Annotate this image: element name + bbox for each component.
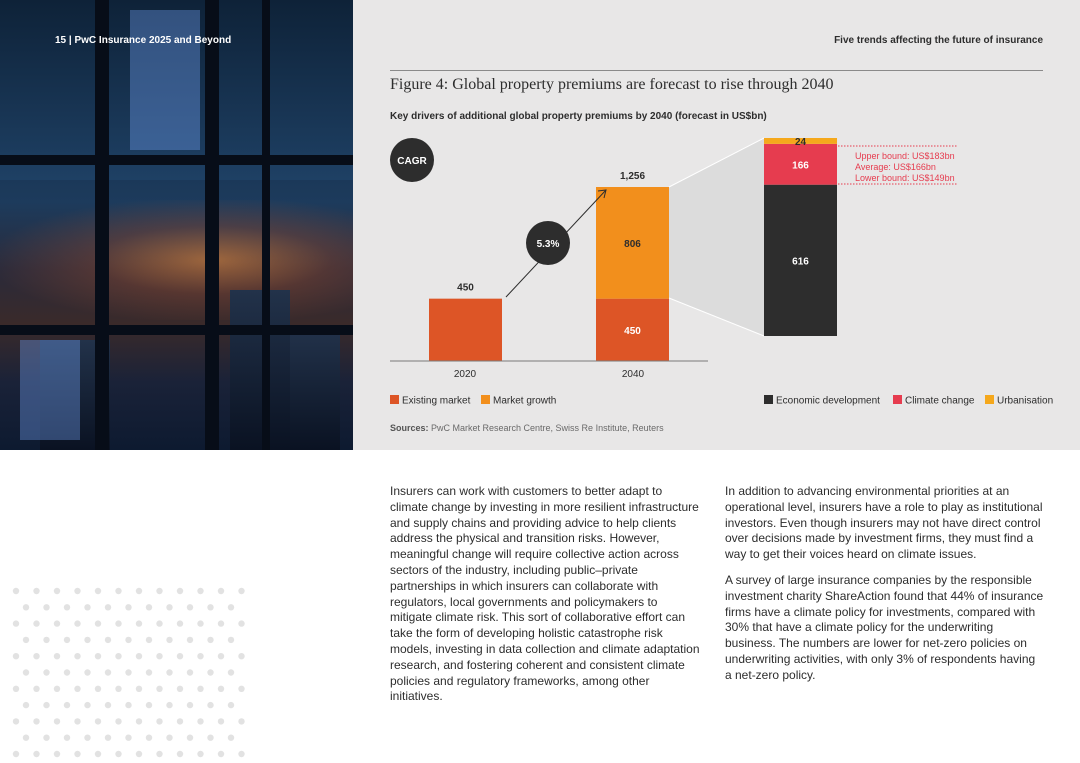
decorative-dot (115, 686, 121, 692)
decorative-dot (177, 653, 183, 659)
decorative-dot (84, 604, 90, 610)
decorative-dot (54, 751, 60, 757)
segment-label-growth: 806 (624, 238, 641, 250)
decorative-dot (197, 620, 203, 626)
decorative-dot (197, 718, 203, 724)
bar-2020-existing (429, 299, 502, 361)
decorative-dot (84, 702, 90, 708)
decorative-dot (33, 653, 39, 659)
sources-label: Sources: (390, 423, 429, 433)
decorative-dot (228, 637, 234, 643)
decorative-dot (197, 588, 203, 594)
decorative-dot (95, 686, 101, 692)
decorative-dot (74, 588, 80, 594)
decorative-dot (228, 735, 234, 741)
decorative-dot (146, 669, 152, 675)
decorative-dot (166, 637, 172, 643)
decorative-dot (115, 588, 121, 594)
decorative-dot (13, 686, 19, 692)
decorative-dot (23, 637, 29, 643)
decorative-dot (105, 702, 111, 708)
decorative-dot (64, 702, 70, 708)
body-column-left (390, 484, 700, 715)
decorative-dot (238, 588, 244, 594)
decorative-dot (197, 751, 203, 757)
decorative-dot (64, 735, 70, 741)
decorative-dot (238, 686, 244, 692)
decorative-dot (64, 604, 70, 610)
legend-label-existing: Existing market (402, 395, 471, 407)
decorative-dot (238, 653, 244, 659)
decorative-dot (166, 669, 172, 675)
decorative-dot (95, 718, 101, 724)
decorative-dot (238, 718, 244, 724)
decorative-dot (64, 669, 70, 675)
decorative-dot (74, 620, 80, 626)
decorative-dot (177, 588, 183, 594)
decorative-dot (115, 653, 121, 659)
decorative-dot (13, 620, 19, 626)
decorative-dot (95, 620, 101, 626)
decorative-dot (136, 686, 142, 692)
decorative-dot (54, 620, 60, 626)
decorative-dot (166, 604, 172, 610)
decorative-dot (177, 718, 183, 724)
decorative-dot (197, 686, 203, 692)
decorative-dot (95, 653, 101, 659)
decorative-dot (33, 686, 39, 692)
decorative-dot (156, 588, 162, 594)
legend-swatch-urbanisation (985, 395, 994, 404)
decorative-dot (43, 702, 49, 708)
decorative-dot (166, 735, 172, 741)
decorative-dot (156, 686, 162, 692)
decorative-dot (156, 653, 162, 659)
decorative-dot (125, 637, 131, 643)
decorative-dot (166, 702, 172, 708)
body-column-right (725, 484, 1045, 694)
decorative-dot (115, 718, 121, 724)
decorative-dot (125, 669, 131, 675)
decorative-dot (136, 620, 142, 626)
decorative-dot (54, 588, 60, 594)
decorative-dot (105, 604, 111, 610)
decorative-dot (218, 653, 224, 659)
decorative-dot (218, 588, 224, 594)
decorative-dot (84, 637, 90, 643)
decorative-dot (54, 653, 60, 659)
segment-label-urbanisation: 24 (794, 136, 807, 148)
decorative-dot (207, 669, 213, 675)
legend-label-growth: Market growth (493, 395, 557, 407)
legend-label-urbanisation: Urbanisation (997, 395, 1054, 407)
decorative-dot (136, 751, 142, 757)
upper-bound-annotation: Upper bound: US$183bn (855, 151, 955, 161)
decorative-dot (125, 604, 131, 610)
legend-label-climate: Climate change (905, 395, 975, 407)
decorative-dot (146, 604, 152, 610)
decorative-dot (13, 751, 19, 757)
decorative-dot (207, 702, 213, 708)
tick-label-2040: 2040 (621, 369, 645, 380)
decorative-dot (146, 702, 152, 708)
decorative-dot (156, 718, 162, 724)
decorative-dot (218, 751, 224, 757)
decorative-dot (177, 620, 183, 626)
segment-label-climate: 166 (792, 160, 809, 172)
decorative-dot (74, 686, 80, 692)
decorative-dot (125, 735, 131, 741)
decorative-dot (136, 718, 142, 724)
decorative-dot (146, 637, 152, 643)
body-paragraph: A survey of large insurance companies by the responsible investment charity ShareAction found that 44% of insurance firms have a climate policy for investments, compared with 30% that have a climate policy for the underwriting business. The numbers are lower for net-zero policies on underwriting activities, with only 3% of respondents having a net-zero policy. (725, 572, 1044, 682)
decorative-dot (43, 669, 49, 675)
decorative-dot (84, 669, 90, 675)
decorative-dot (187, 669, 193, 675)
decorative-dot (43, 637, 49, 643)
sources-text: PwC Market Research Centre, Swiss Re Institute, Reuters (428, 423, 664, 433)
decorative-dot (197, 653, 203, 659)
decorative-dot (156, 751, 162, 757)
figure-subtitle: Key drivers of additional global property premiums by 2040 (forecast in US$bn) (390, 111, 767, 122)
decorative-dot (207, 637, 213, 643)
segment-label-existing-2040: 450 (624, 325, 641, 337)
decorative-dot (33, 620, 39, 626)
lower-bound-annotation: Lower bound: US$149bn (855, 173, 955, 183)
decorative-dot (23, 702, 29, 708)
decorative-dot (115, 751, 121, 757)
figure-title: Figure 4: Global property premiums are forecast to rise through 2040 (390, 76, 834, 93)
decorative-dot (125, 702, 131, 708)
sources-note (390, 423, 664, 433)
decorative-dot (105, 637, 111, 643)
decorative-dot (33, 718, 39, 724)
decorative-dot (13, 718, 19, 724)
callout-connector (669, 138, 764, 336)
decorative-dot (146, 735, 152, 741)
decorative-dot (74, 653, 80, 659)
decorative-dot (43, 735, 49, 741)
decorative-dot (136, 588, 142, 594)
decorative-dot (207, 735, 213, 741)
average-annotation: Average: US$166bn (855, 162, 936, 172)
legend-swatch-existing (390, 395, 399, 404)
decorative-dot (54, 686, 60, 692)
decorative-dot (156, 620, 162, 626)
segment-label-economic: 616 (792, 256, 809, 268)
decorative-dot (115, 620, 121, 626)
decorative-dot (23, 735, 29, 741)
decorative-dot (228, 604, 234, 610)
decorative-dot (228, 669, 234, 675)
decorative-dot (187, 735, 193, 741)
body-paragraph: In addition to advancing environmental priorities at an operational level, insurers have a role to play as institutional investors. Even though insurers may not have direct control over decisions made by investment firms, they must find a way to get their voices heard on climate issues. (725, 484, 1043, 562)
total-label-2020: 450 (457, 282, 474, 294)
cagr-value-label: 5.3% (536, 239, 560, 250)
decorative-dot (218, 620, 224, 626)
decorative-dot (238, 751, 244, 757)
legend-swatch-economic (764, 395, 773, 404)
body-paragraph: Insurers can work with customers to better adapt to climate change by investing in more resilient infrastructure and supply chains and providing advice to help clients address the physical and transition risks. However, meaningful change will require collective action across sectors of the industry, including public–private partnerships in which insurers can collaborate with regulators, local governments and policymakers to mitigate climate risk. This sort of collaborative effort can take the form of developing holistic catastrophe risk models, investing in data collection and climate adaptation research, and fostering coherent and consistent climate policies and regulatory frameworks, among other initiatives. (390, 484, 700, 704)
decorative-dot (136, 653, 142, 659)
tick-label-2020: 2020 (453, 369, 477, 380)
decorative-dot (95, 751, 101, 757)
decorative-dot (23, 604, 29, 610)
decorative-dot (187, 637, 193, 643)
decorative-dot (33, 588, 39, 594)
decorative-dot (187, 702, 193, 708)
decorative-dot (177, 686, 183, 692)
legend-label-economic: Economic development (776, 395, 880, 407)
decorative-dot (238, 620, 244, 626)
decorative-dot (74, 751, 80, 757)
decorative-dot (207, 604, 213, 610)
cagr-badge-label: CAGR (397, 156, 427, 167)
decorative-dot (33, 751, 39, 757)
decorative-dot (23, 669, 29, 675)
page-number-header: 15 | PwC Insurance 2025 and Beyond (55, 35, 232, 46)
total-label-2040: 1,256 (619, 171, 646, 182)
decorative-dot (74, 718, 80, 724)
decorative-dot (95, 588, 101, 594)
decorative-dot (13, 653, 19, 659)
decorative-dot (228, 702, 234, 708)
decorative-dot (218, 686, 224, 692)
decorative-dot (177, 751, 183, 757)
decorative-dot-pattern (8, 585, 253, 763)
decorative-dot (43, 604, 49, 610)
decorative-dot (84, 735, 90, 741)
decorative-dot (54, 718, 60, 724)
decorative-dot (64, 637, 70, 643)
decorative-dot (187, 604, 193, 610)
legend-swatch-climate (893, 395, 902, 404)
decorative-dot (13, 588, 19, 594)
decorative-dot (105, 735, 111, 741)
section-header: Five trends affecting the future of insurance (834, 35, 1043, 46)
decorative-dot (218, 718, 224, 724)
decorative-dot (105, 669, 111, 675)
legend-swatch-growth (481, 395, 490, 404)
